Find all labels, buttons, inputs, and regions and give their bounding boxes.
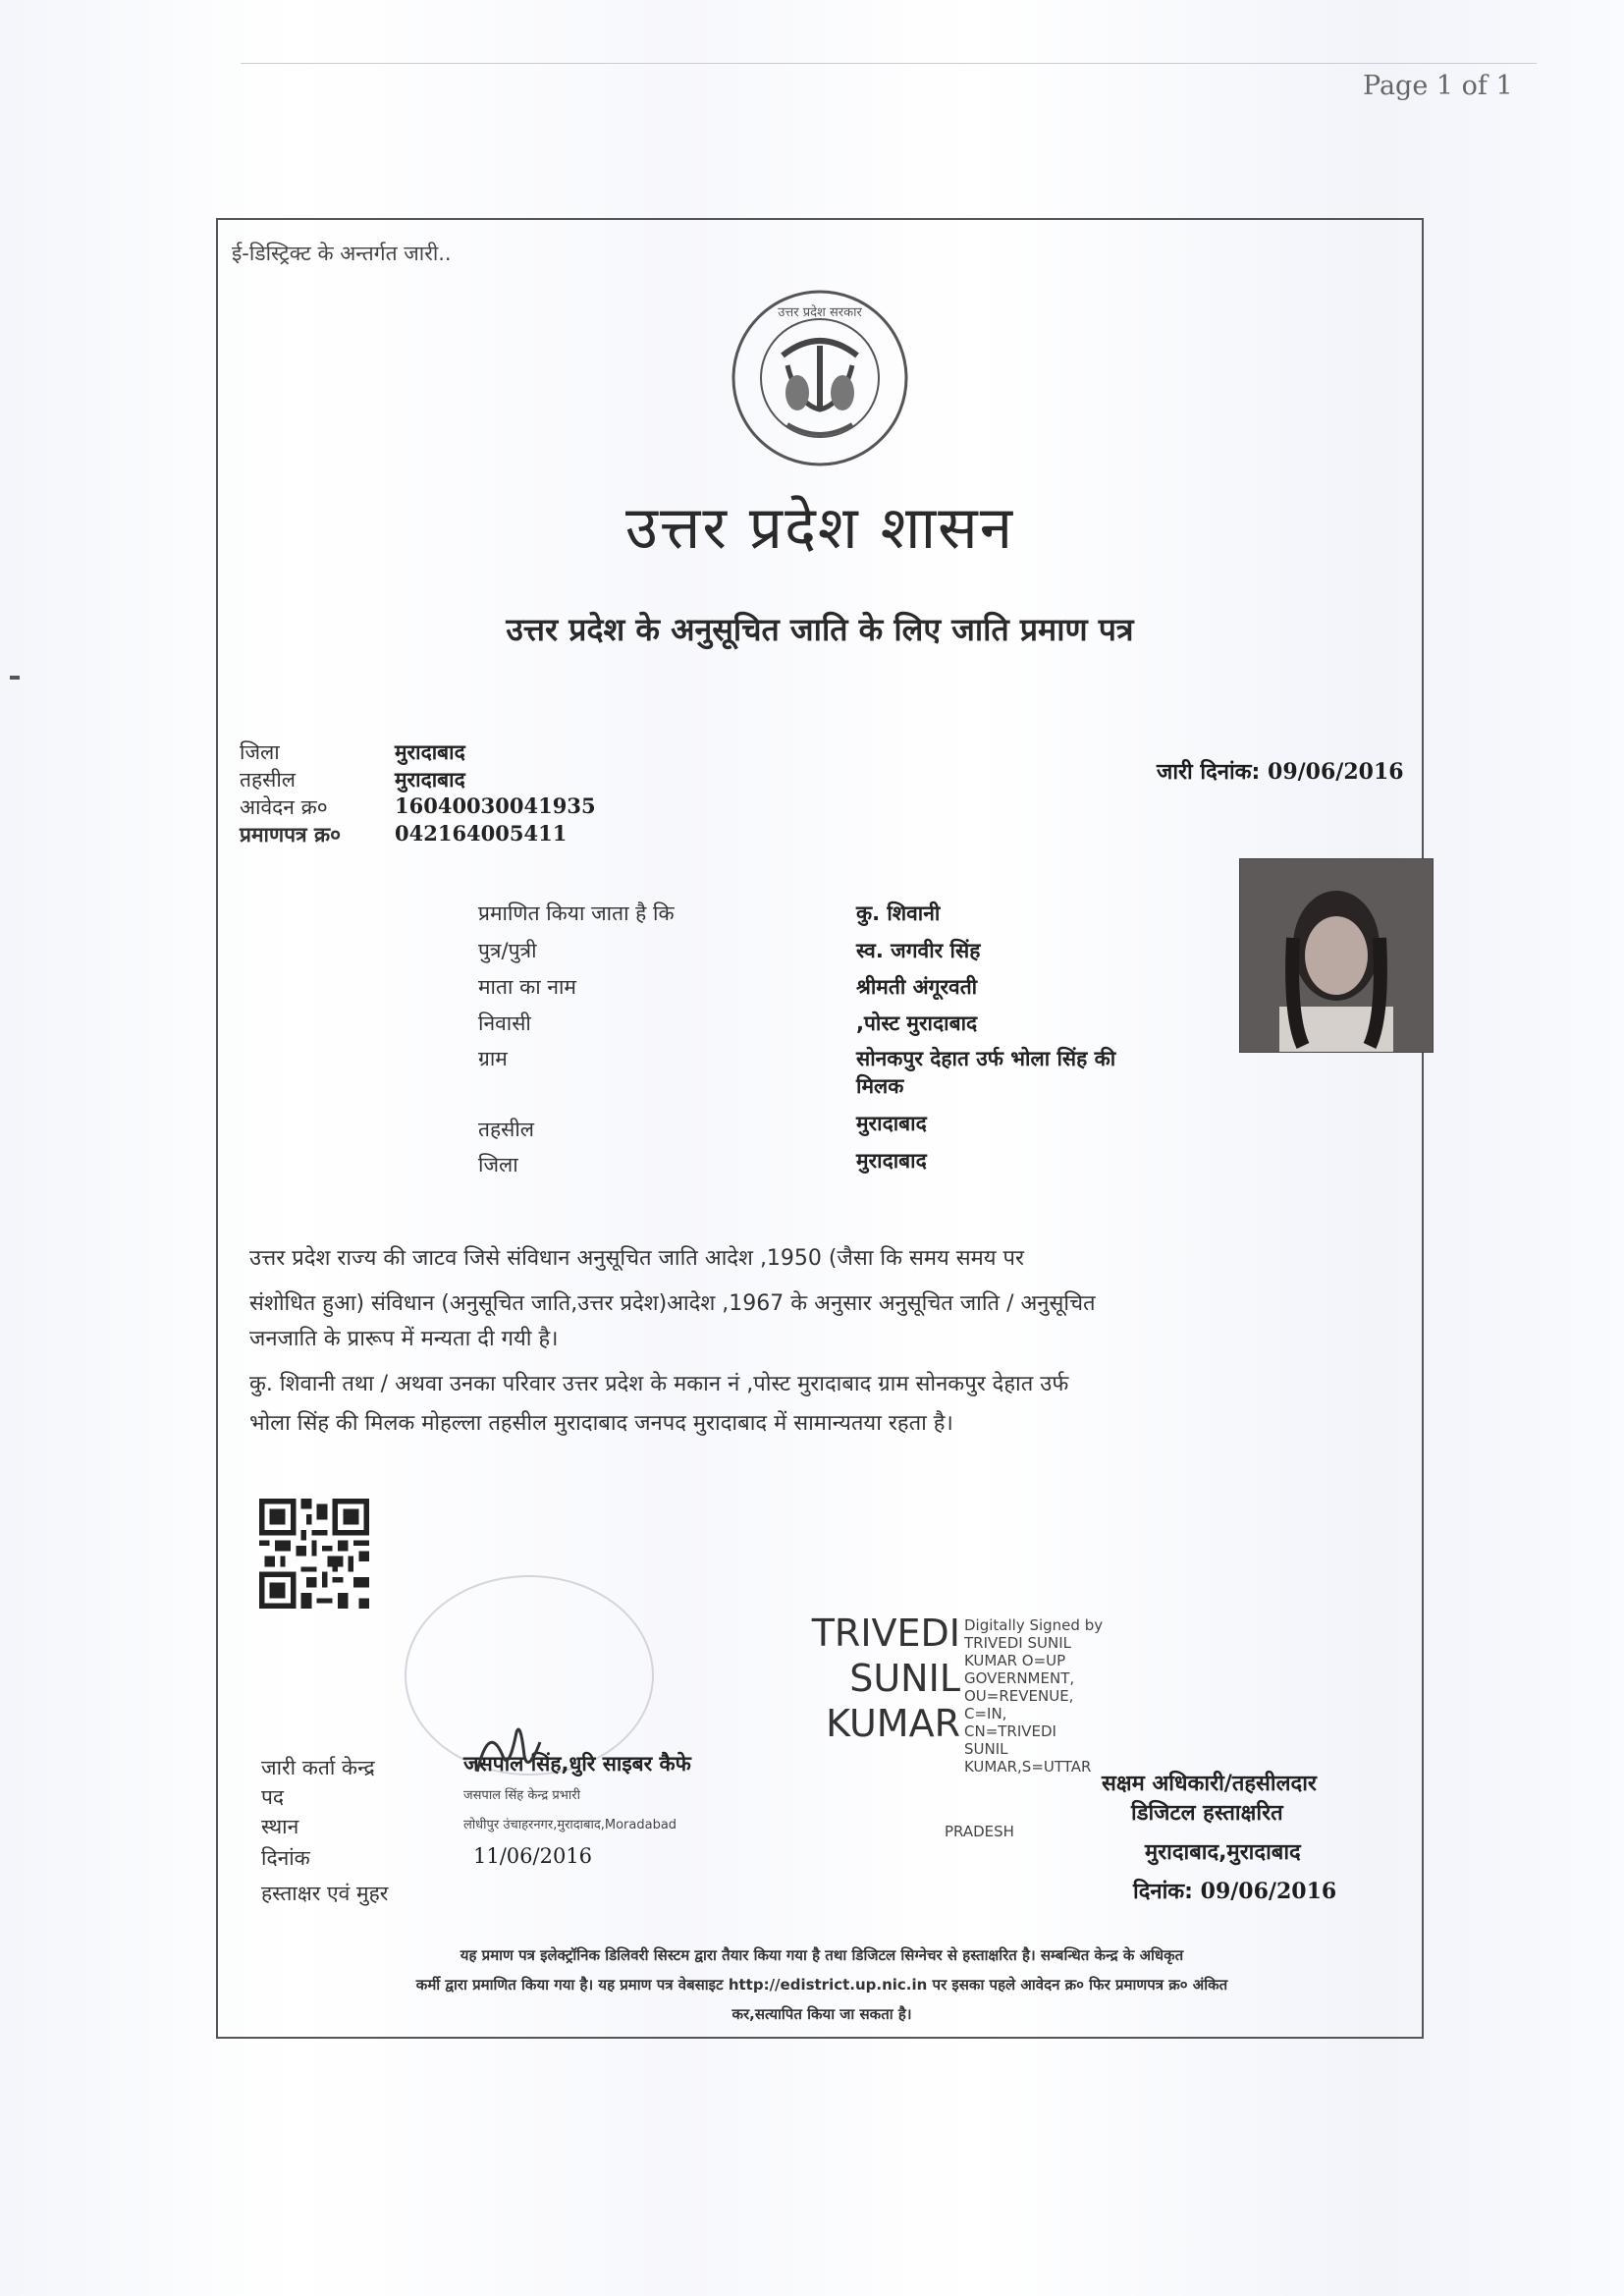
up-government-emblem — [729, 287, 911, 469]
document-title: उत्तर प्रदेश शासन — [624, 494, 1015, 563]
certificate-number: 042164005411 — [395, 821, 568, 846]
caste-certificate — [216, 218, 1424, 2039]
district-value: मुरादाबाद — [395, 740, 465, 764]
detail-value-residence: ,पोस्ट मुरादाबाद — [856, 1011, 978, 1035]
svg-text:उत्तर प्रदेश सरकार: उत्तर प्रदेश सरकार — [778, 305, 862, 320]
authority-date-label: दिनांक: — [1133, 1880, 1193, 1904]
issuer-post-label: पद — [261, 1785, 285, 1809]
applicant-photo — [1239, 858, 1434, 1053]
tehsil-value: मुरादाबाद — [395, 768, 465, 792]
paragraph-line: कु. शिवानी तथा / अथवा उनका परिवार उत्तर प्रदेश के मकान नं ,पोस्ट मुरादाबाद ग्राम सोनकपुर देहात उर्फ — [249, 1372, 1069, 1396]
signature-detail-line: GOVERNMENT, — [964, 1669, 1075, 1687]
footer-line: कर्मी द्वारा प्रमाणित किया गया है। यह प्रमाण पत्र वेबसाइट http://edistrict.up.nic.in पर इसका पहले आवेदन क्र० फिर प्रमाणपत्र क्र० अंकित — [415, 1976, 1228, 1994]
issue-date-value: 09/06/2016 — [1268, 759, 1404, 785]
detail-label: जिला — [478, 1153, 518, 1176]
handwritten-signature — [463, 1703, 552, 1791]
qr-code — [259, 1499, 369, 1609]
tehsil-label: तहसील — [240, 768, 296, 792]
footer-line: कर,सत्यापित किया जा सकता है। — [731, 2005, 912, 2023]
issuer-centre-value: जसपाल सिंह,धुरि साइबर कैफे — [463, 1752, 691, 1776]
issued-under-note: ई-डिस्ट्रिक्ट के अन्तर्गत जारी.. — [232, 242, 452, 265]
issuer-place-value: लोधीपुर उंचाहरनगर,मुरादाबाद,Moradabad — [463, 1818, 677, 1832]
authority-location: मुरादाबाद,मुरादाबाद — [1145, 1840, 1301, 1865]
detail-value-village: सोनकपुर देहात उर्फ भोला सिंह की — [856, 1047, 1116, 1070]
detail-label: प्रमाणित किया जाता है कि — [478, 902, 675, 925]
document-subtitle: उत्तर प्रदेश के अनुसूचित जाति के लिए जाति प्रमाण पत्र — [506, 611, 1134, 648]
district-label: जिला — [240, 740, 280, 764]
signature-detail-line: TRIVEDI SUNIL — [964, 1634, 1071, 1652]
applicant-photo-image — [1240, 859, 1433, 1052]
signature-detail-line: C=IN, — [964, 1705, 1007, 1722]
detail-value-mother: श्रीमती अंगूरवती — [856, 975, 978, 999]
footer-line: यह प्रमाण पत्र इलेक्ट्रॉनिक डिलिवरी सिस्टम द्वारा तैयार किया गया है तथा डिजिटल सिग्नेचर से हस्ताक्षरित है। सम्बन्धित केन्द्र के अधिकृत — [460, 1946, 1184, 1964]
detail-value-district: मुरादाबाद — [856, 1149, 927, 1173]
detail-label: तहसील — [478, 1118, 534, 1141]
paragraph-line: उत्तर प्रदेश राज्य की जाटव जिसे संविधान अनुसूचित जाति आदेश ,1950 (जैसा कि समय समय पर — [249, 1246, 1025, 1271]
application-number: 16040030041935 — [395, 793, 596, 818]
paragraph-line: भोला सिंह की मिलक मोहल्ला तहसील मुरादाबाद जनपद मुरादाबाद में सामान्यतया रहता है। — [249, 1411, 953, 1436]
signature-detail-line: KUMAR,S=UTTAR — [964, 1758, 1092, 1776]
detail-value-tehsil: मुरादाबाद — [856, 1112, 927, 1135]
residence-paragraph — [249, 1367, 1408, 1442]
authority-digital-signed: डिजिटल हस्ताक्षरित — [1131, 1801, 1283, 1826]
authority-designation: सक्षम अधिकारी/तहसीलदार — [1102, 1772, 1317, 1796]
signature-detail-line: SUNIL — [964, 1740, 1008, 1758]
signer-name-line: TRIVEDI — [811, 1612, 960, 1655]
signature-detail-line: CN=TRIVEDI — [964, 1722, 1056, 1740]
issuer-place-label: स्थान — [261, 1815, 299, 1838]
paragraph-line: जनजाति के प्रारूप में मन्यता दी गयी है। — [249, 1327, 559, 1351]
issuer-date-value: 11/06/2016 — [473, 1844, 593, 1868]
application-label: आवेदन क्र० — [240, 795, 328, 819]
detail-label: माता का नाम — [478, 975, 576, 999]
verification-footer — [257, 1941, 1386, 2029]
signer-name — [778, 1611, 960, 1746]
paragraph-line: संशोधित हुआ) संविधान (अनुसूचित जाति,उत्तर प्रदेश)आदेश ,1967 के अनुसार अनुसूचित जाति / अनुसूचित — [249, 1291, 1096, 1316]
signature-detail-line: Digitally Signed by — [964, 1616, 1104, 1634]
detail-label: निवासी — [478, 1011, 531, 1035]
authority-date — [1133, 1876, 1336, 1905]
issuer-date-label: दिनांक — [261, 1846, 310, 1870]
signer-name-line: KUMAR — [826, 1702, 960, 1745]
issuer-centre-label: जारी कर्ता केन्द्र — [261, 1756, 375, 1779]
certificate-label: प्रमाणपत्र क्र० — [240, 823, 342, 847]
page-number: Page 1 of 1 — [1363, 71, 1513, 101]
signature-detail-line: KUMAR O=UP — [964, 1652, 1066, 1669]
detail-label: पुत्र/पुत्री — [478, 939, 537, 962]
detail-value-father: स्व. जगवीर सिंह — [856, 939, 981, 962]
signature-details — [964, 1616, 1141, 1776]
detail-label: ग्राम — [478, 1047, 508, 1070]
scan-mark — [10, 676, 20, 680]
detail-value-name: कु. शिवानी — [856, 902, 941, 925]
signature-detail-line: PRADESH — [945, 1823, 1014, 1840]
caste-recognition-paragraph — [249, 1241, 1408, 1357]
issuer-post-value: जसपाल सिंह केन्द्र प्रभारी — [463, 1788, 580, 1803]
signature-detail-line: OU=REVENUE, — [964, 1687, 1074, 1705]
page-top-rule — [241, 63, 1537, 64]
issue-date — [1157, 756, 1404, 786]
detail-value-village-cont: मिलक — [856, 1074, 904, 1098]
authority-date-value: 09/06/2016 — [1200, 1879, 1337, 1904]
signature-seal-label: हस्ताक्षर एवं मुहर — [261, 1882, 389, 1905]
issue-date-label: जारी दिनांक: — [1157, 760, 1261, 785]
signer-name-line: SUNIL — [849, 1657, 960, 1700]
